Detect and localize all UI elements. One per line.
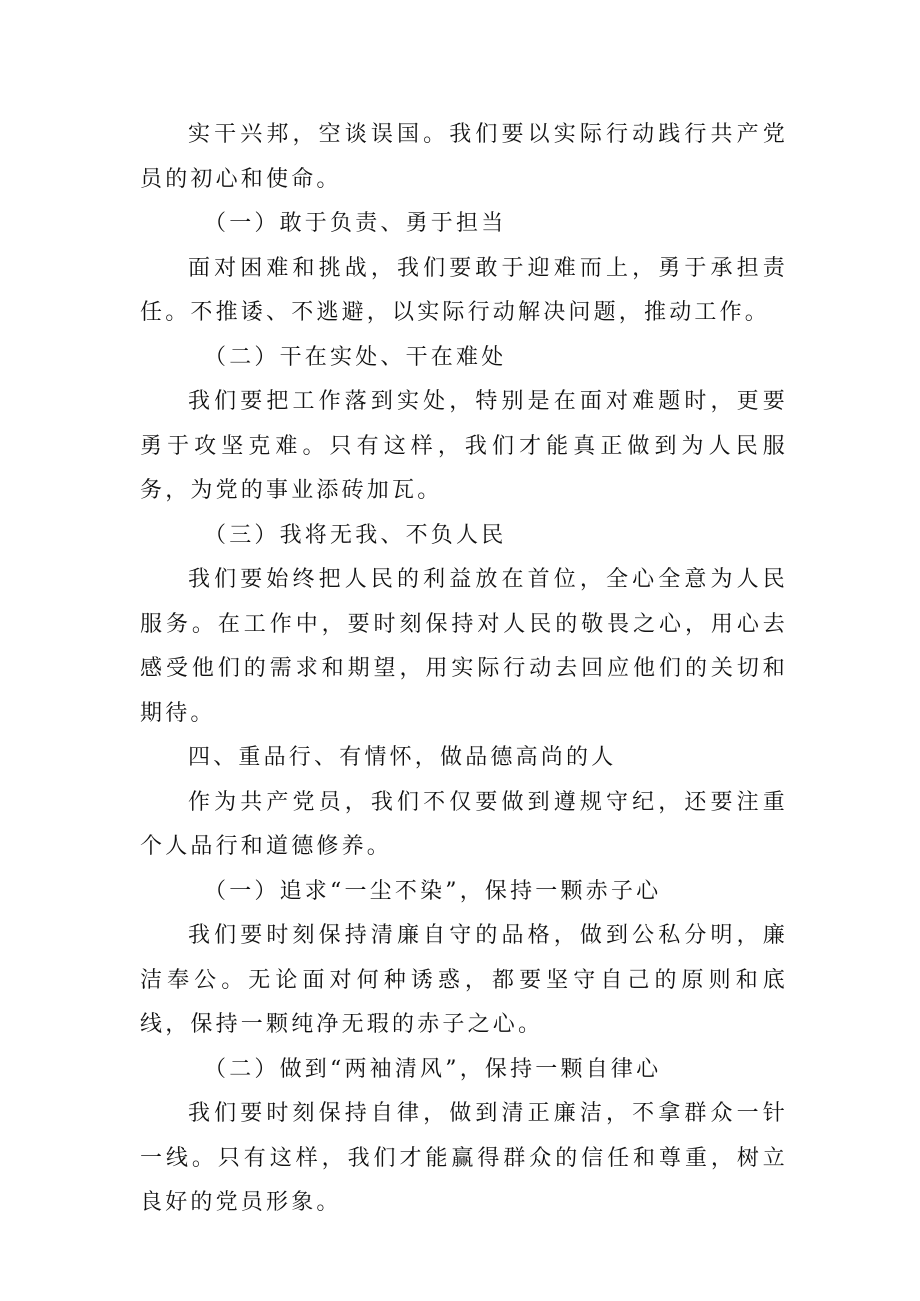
sub-heading-4-2: （二）做到“两袖清风”，保持一颗自律心: [204, 1056, 662, 1082]
sub-heading-1: （一）敢于负责、勇于担当: [204, 211, 507, 236]
sub-heading-4-1: （一）追求“一尘不染”，保持一颗赤子心: [204, 878, 662, 904]
paragraph-intro: 实干兴邦，空谈误国。我们要以实际行动践行共产党员的初心和使命。: [140, 122, 788, 192]
paragraph: 我们要把工作落到实处，特别是在面对难题时，更要勇于攻坚克难。只有这样，我们才能真正做到为人民服务，为党的事业添砖加瓦。: [140, 389, 788, 503]
sub-heading-2: （二）干在实处、干在难处: [204, 344, 507, 370]
sub-heading-3: （三）我将无我、不负人民: [204, 522, 507, 548]
paragraph: 面对困难和挑战，我们要敢于迎难而上，勇于承担责任。不推诿、不逃避，以实际行动解决问题，推动工作。: [140, 255, 788, 325]
paragraph: 我们要始终把人民的利益放在首位，全心全意为人民服务。在工作中，要时刻保持对人民的敬畏之心，用心去感受他们的需求和期望，用实际行动去回应他们的关切和期待。: [140, 567, 788, 726]
paragraph: 作为共产党员，我们不仅要做到遵规守纪，还要注重个人品行和道德修养。: [140, 789, 788, 859]
paragraph: 我们要时刻保持清廉自守的品格，做到公私分明，廉洁奉公。无论面对何种诱惑，都要坚守自己的原则和底线，保持一颗纯净无瑕的赤子之心。: [140, 923, 788, 1037]
paragraph: 我们要时刻保持自律，做到清正廉洁，不拿群众一针一线。只有这样，我们才能赢得群众的信任和尊重，树立良好的党员形象。: [140, 1101, 788, 1215]
document-body: [140, 113, 788, 1226]
section-heading-4: 四、重品行、有情怀，做品德高尚的人: [188, 745, 617, 770]
